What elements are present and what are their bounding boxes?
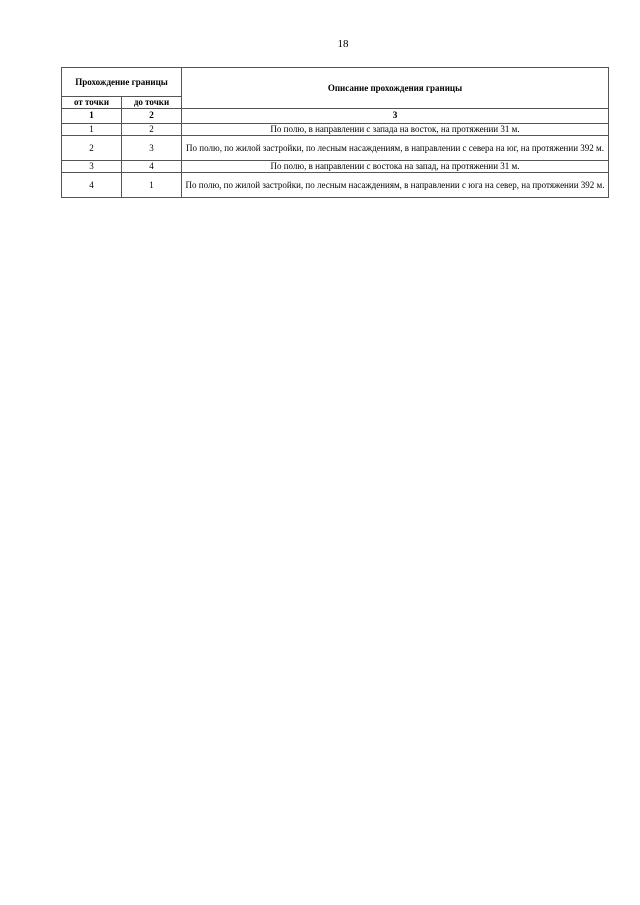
cell-description: По полю, по жилой застройки, по лесным насаждениям, в направлении с севера на юг, на протяжении 392 м.	[182, 136, 609, 161]
cell-to: 2	[122, 124, 182, 136]
cell-from: 4	[62, 173, 122, 198]
column-number: 2	[122, 109, 182, 124]
cell-description: По полю, в направлении с востока на запад, на протяжении 31 м.	[182, 161, 609, 173]
table-row	[62, 136, 609, 161]
cell-to: 1	[122, 173, 182, 198]
cell-from: 1	[62, 124, 122, 136]
header-boundary-group: Прохождение границы	[62, 68, 182, 97]
cell-description: По полю, в направлении с запада на восток, на протяжении 31 м.	[182, 124, 609, 136]
column-number-row	[62, 109, 609, 124]
table-row	[62, 124, 609, 136]
cell-from: 2	[62, 136, 122, 161]
cell-from: 3	[62, 161, 122, 173]
page-number: 18	[337, 38, 349, 50]
table-row	[62, 161, 609, 173]
column-number: 1	[62, 109, 122, 124]
header-from-point: от точки	[62, 97, 122, 109]
cell-to: 3	[122, 136, 182, 161]
header-description: Описание прохождения границы	[182, 68, 609, 109]
cell-description: По полю, по жилой застройки, по лесным насаждениям, в направлении с юга на север, на протяжении 392 м.	[182, 173, 609, 198]
table-header-row	[62, 68, 609, 97]
boundary-table	[61, 67, 609, 198]
table-row	[62, 173, 609, 198]
column-number: 3	[182, 109, 609, 124]
cell-to: 4	[122, 161, 182, 173]
header-to-point: до точки	[122, 97, 182, 109]
